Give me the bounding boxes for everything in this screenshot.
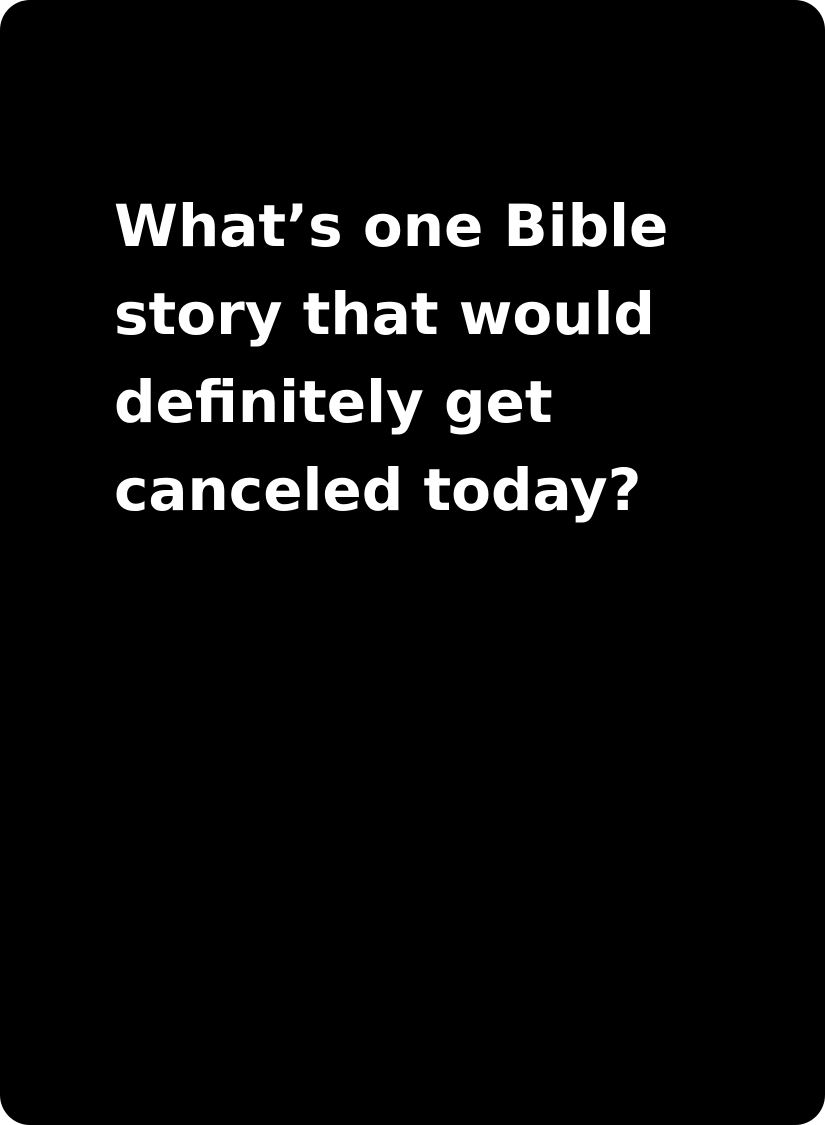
question-line-1: What’s one Bible: [114, 192, 669, 260]
question-line-3: definitely get: [114, 368, 553, 436]
question-line-2: story that would: [114, 280, 655, 348]
question-text: [114, 182, 714, 534]
question-line-4: canceled today?: [114, 456, 642, 524]
